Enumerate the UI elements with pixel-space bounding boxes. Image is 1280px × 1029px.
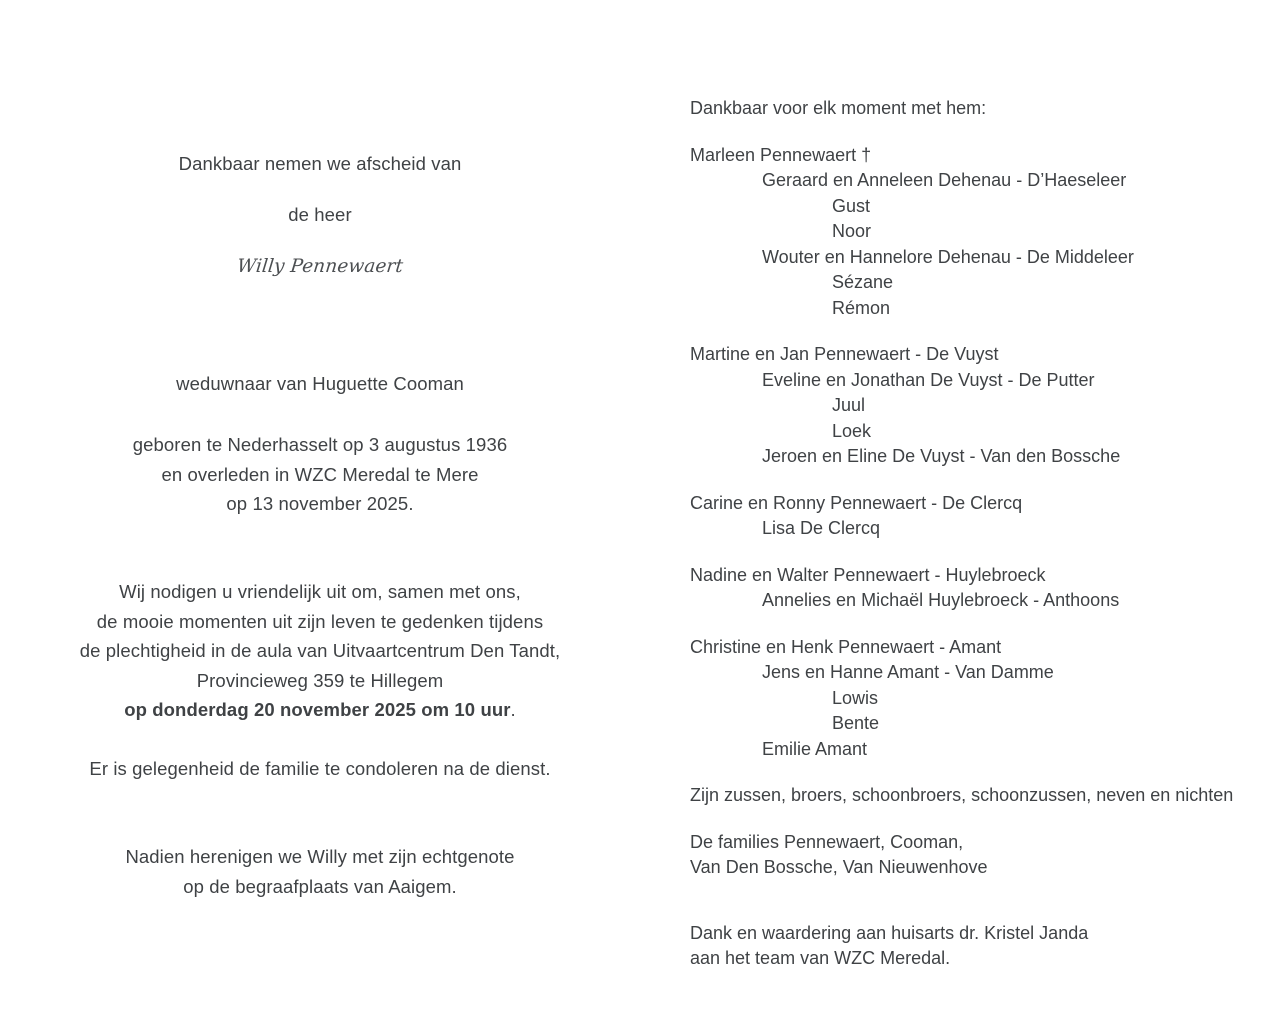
family-line: Rémon: [832, 297, 891, 318]
family-group: [690, 342, 1250, 470]
family-line: Bente: [832, 713, 880, 733]
family-line: Jens en Hanne Amant - Van Damme: [762, 662, 1054, 682]
family-line: Martine en Jan Pennewaert - De Vuyst: [690, 344, 999, 364]
ceremony-date-period: .: [510, 699, 516, 720]
widower-line: weduwnaar van Huguette Cooman: [176, 373, 464, 394]
invitation-line: Wij nodigen u vriendelijk uit om, samen met ons,: [119, 581, 521, 602]
death-place-line: en overleden in WZC Meredal te Mere: [161, 463, 479, 485]
family-line: Christine en Henk Pennewaert - Amant: [690, 636, 1002, 657]
family-heading: Dankbaar voor elk moment met hem:: [690, 98, 987, 118]
deceased-name-signature: Willy Pennewaert: [236, 256, 405, 277]
reunion-block: [20, 842, 620, 901]
invitation-line: de plechtigheid in de aula van Uitvaartcentrum Den Tandt,: [79, 640, 561, 661]
family-group: [690, 635, 1250, 763]
reunion-line: op de begraafplaats van Aaigem.: [183, 875, 457, 897]
family-line: Eveline en Jonathan De Vuyst - De Putter: [762, 369, 1095, 390]
intro-line: Dankbaar nemen we afscheid van: [178, 153, 462, 174]
family-line: Gust: [832, 195, 871, 216]
ceremony-date-bold: op donderdag 20 november 2025 om 10 uur: [124, 699, 511, 720]
relatives-line: Zijn zussen, broers, schoonbroers, schoonzussen, neven en nichten: [690, 785, 1234, 805]
family-column: [690, 96, 1250, 972]
death-date-line: op 13 november 2025.: [226, 493, 414, 514]
ceremony-date-line: [20, 695, 620, 725]
families-group: [690, 830, 1250, 881]
family-line: Emilie Amant: [762, 738, 868, 759]
family-line: Lisa De Clercq: [762, 518, 881, 538]
family-line: Loek: [832, 420, 872, 441]
family-line: Lowis: [832, 687, 879, 708]
relatives-line-group: [690, 783, 1250, 809]
reunion-line: Nadien herenigen we Willy met zijn echtgenote: [125, 846, 515, 867]
family-line: Sézane: [832, 272, 894, 292]
condolence-line: Er is gelegenheid de familie te condoleren na de dienst.: [89, 758, 551, 779]
invitation-block: [20, 577, 620, 725]
family-line: Juul: [832, 395, 866, 415]
family-line: Noor: [832, 221, 872, 241]
family-line: Nadine en Walter Pennewaert - Huylebroeck: [690, 564, 1046, 585]
thanks-line: aan het team van WZC Meredal.: [690, 948, 951, 968]
family-line: Jeroen en Eline De Vuyst - Van den Bossche: [762, 446, 1121, 466]
family-line: Wouter en Hannelore Dehenau - De Middeleer: [762, 246, 1134, 267]
invitation-line: Provincieweg 359 te Hillegem: [196, 669, 444, 691]
birth-death-block: [20, 430, 620, 519]
salutation-line: de heer: [288, 204, 352, 225]
family-group: [690, 491, 1250, 542]
birth-line: geboren te Nederhasselt op 3 augustus 1936: [132, 434, 508, 455]
thanks-line: Dank en waardering aan huisarts dr. Kristel Janda: [690, 922, 1089, 943]
family-line: Marleen Pennewaert †: [690, 144, 872, 165]
family-line: Carine en Ronny Pennewaert - De Clercq: [690, 492, 1023, 513]
family-group: [690, 563, 1250, 614]
invitation-line: de mooie momenten uit zijn leven te gedenken tijdens: [96, 610, 544, 632]
families-line: Van Den Bossche, Van Nieuwenhove: [690, 857, 988, 877]
thanks-group: [690, 921, 1250, 972]
families-line: De families Pennewaert, Cooman,: [690, 831, 964, 852]
family-group: [690, 143, 1250, 322]
family-line: Annelies en Michaël Huylebroeck - Anthoons: [762, 590, 1120, 610]
family-line: Geraard en Anneleen Dehenau - D’Haeseleer: [762, 170, 1127, 190]
